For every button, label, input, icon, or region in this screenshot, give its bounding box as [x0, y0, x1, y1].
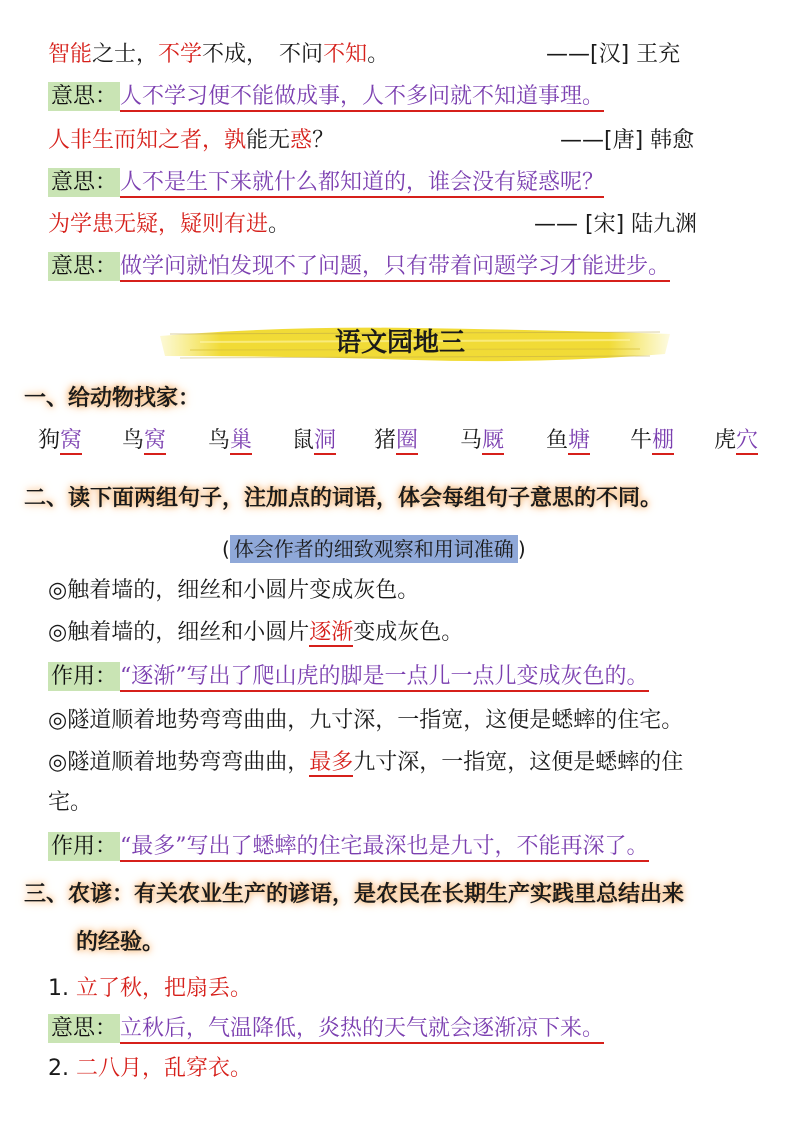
- animal-home: 窝: [144, 428, 167, 453]
- proverb-1-meaning: [48, 1012, 800, 1046]
- animal-home-pair: [292, 424, 336, 458]
- meaning-text: 立秋后，气温降低，炎热的天气就会逐渐凉下来。: [120, 1016, 604, 1044]
- animal: 牛: [630, 428, 653, 453]
- animal-home-pair: [374, 424, 418, 458]
- proverb-2: 2. 二八月，乱穿衣。: [48, 1056, 253, 1081]
- effect-text: “最多”写出了蟋蟀的住宅最深也是九寸，不能再深了。: [120, 834, 649, 862]
- animal: 猪: [374, 428, 397, 453]
- animal-home: 圈: [396, 428, 419, 453]
- animal-home: 窝: [60, 428, 83, 453]
- key-word: 最多: [309, 750, 354, 775]
- quote-source: ——[唐] 韩愈: [560, 128, 695, 153]
- group1-sentence2: ◎触着墙的，细丝和小圆片逐渐变成灰色。: [48, 620, 464, 645]
- quote-source: —— [宋] 陆九渊: [534, 212, 698, 237]
- animal-home: 洞: [314, 428, 337, 453]
- group2-effect: [48, 830, 800, 864]
- quote-2: 人非生而知之者，孰能无惑？: [48, 128, 335, 153]
- animal: 鸟: [122, 428, 145, 453]
- group2-sentence2: ◎隧道顺着地势弯弯曲曲，最多九寸深，一指宽，这便是蟋蟀的住: [48, 750, 684, 775]
- proverb-1: 1. 立了秋，把扇丢。: [48, 976, 253, 1001]
- section3-heading: 三、农谚：有关农业生产的谚语，是农民在长期生产实践里总结出来: [24, 882, 685, 907]
- quote-source: ——[汉] 王充: [546, 42, 681, 67]
- section1-heading: 一、给动物找家：: [24, 386, 201, 411]
- meaning-tag: 意思：: [48, 168, 120, 197]
- animal-home-pair: [546, 424, 590, 458]
- quote-meaning: [48, 80, 800, 114]
- section-title: 语文园地三: [334, 328, 465, 358]
- section2-note: ( 体会作者的细致观察和用词准确 ): [222, 537, 526, 561]
- animal-home-pair: [208, 424, 252, 458]
- group2-sentence2-wrap: 宅。: [48, 790, 93, 815]
- animal-home: 巢: [230, 428, 253, 453]
- note-highlight: 体会作者的细致观察和用词准确: [230, 535, 518, 563]
- meaning-text: 人不学习便不能做成事，人不多问就不知道事理。: [120, 84, 604, 112]
- animal-home: 塘: [568, 428, 591, 453]
- animal-home-pair: [38, 424, 82, 458]
- quote-meaning: [48, 166, 800, 200]
- section2-heading: 二、读下面两组句子，注加点的词语，体会每组句子意思的不同。: [24, 486, 663, 511]
- effect-text: “逐渐”写出了爬山虎的脚是一点儿一点儿变成灰色的。: [120, 664, 649, 692]
- meaning-tag: 意思：: [48, 252, 120, 281]
- animal-home-pair: [122, 424, 166, 458]
- meaning-text: 人不是生下来就什么都知道的，谁会没有疑惑呢？: [120, 170, 604, 198]
- quote-meaning: [48, 250, 800, 284]
- meaning-tag: 意思：: [48, 1014, 120, 1043]
- animal-home: 穴: [736, 428, 759, 453]
- meaning-tag: 意思：: [48, 82, 120, 111]
- group1-sentence1: ◎触着墙的，细丝和小圆片变成灰色。: [48, 578, 420, 603]
- animal: 鱼: [546, 428, 569, 453]
- animal: 鸟: [208, 428, 231, 453]
- animal: 虎: [714, 428, 737, 453]
- animal-home-pair: [714, 424, 758, 458]
- quote-3: 为学患无疑，疑则有进。: [48, 212, 291, 237]
- animal-home: 棚: [652, 428, 675, 453]
- animal-home-pair: [460, 424, 504, 458]
- key-word: 逐渐: [309, 620, 354, 645]
- group1-effect: [48, 660, 800, 694]
- meaning-text: 做学问就怕发现不了问题，只有带着问题学习才能进步。: [120, 254, 670, 282]
- effect-tag: 作用：: [48, 662, 120, 691]
- animal-home-pair: [630, 424, 674, 458]
- section3-heading-wrap: 的经验。: [76, 930, 165, 955]
- quote-1: 智能之士，不学不成， 不问不知。: [48, 42, 390, 67]
- animal: 鼠: [292, 428, 315, 453]
- animal: 马: [460, 428, 483, 453]
- effect-tag: 作用：: [48, 832, 120, 861]
- group2-sentence1: ◎隧道顺着地势弯弯曲曲，九寸深，一指宽，这便是蟋蟀的住宅。: [48, 708, 684, 733]
- animal-home: 厩: [482, 428, 505, 453]
- animal: 狗: [38, 428, 61, 453]
